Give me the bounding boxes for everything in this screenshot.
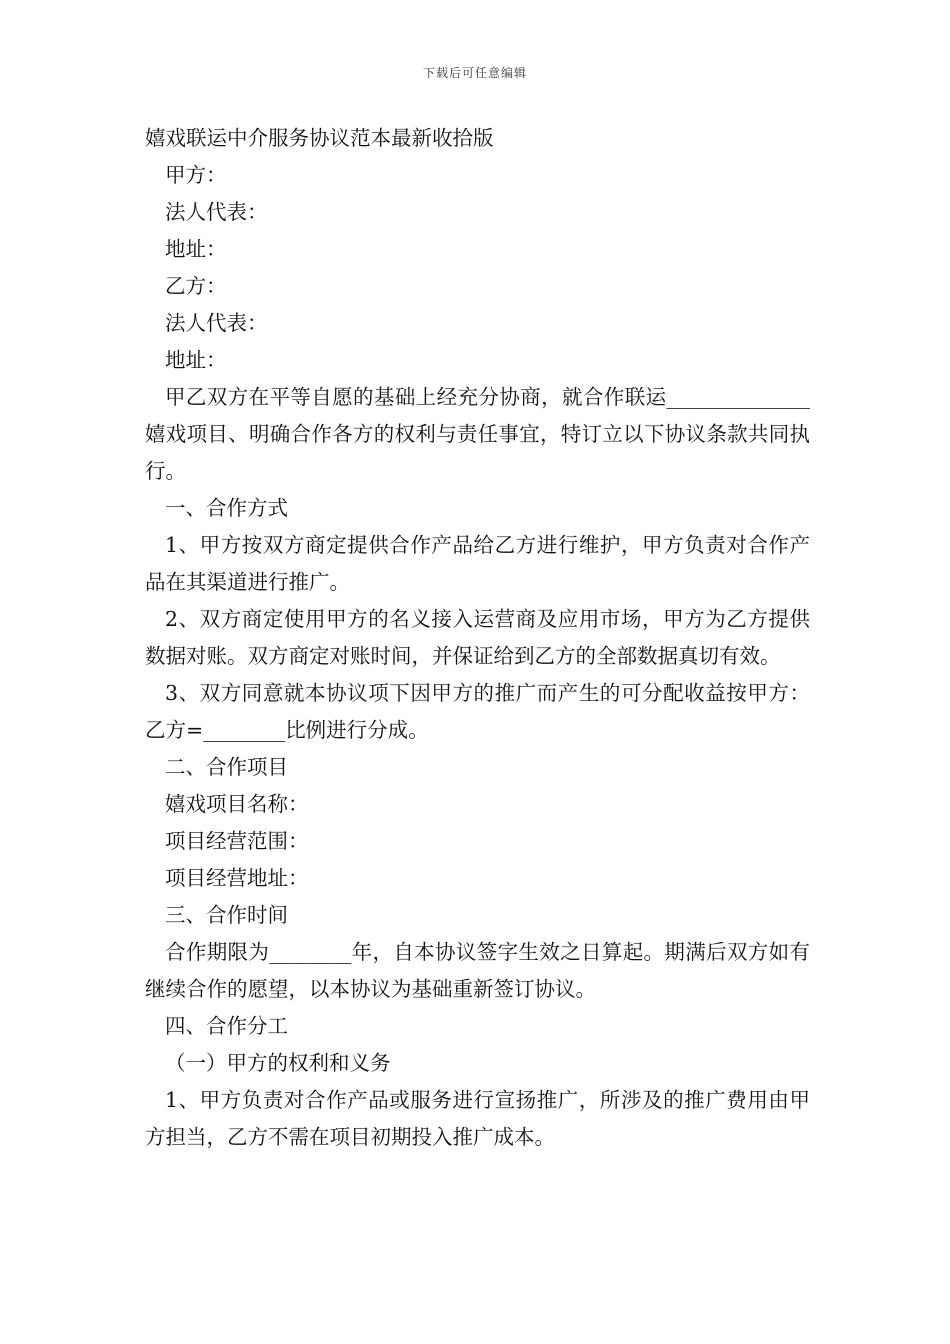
section3-text-before: 合作期限为 <box>165 940 270 964</box>
section4-sub1: （一）甲方的权利和义务 <box>165 1051 391 1075</box>
section2-name: 嬉戏项目名称： <box>165 792 309 816</box>
party-b-address: 地址： <box>165 348 227 372</box>
party-b-rep: 法人代表： <box>165 311 268 335</box>
section2-address: 项目经营地址： <box>165 866 309 890</box>
section4-item1: 1、甲方负责对合作产品或服务进行宣扬推广，所涉及的推广费用由甲方担当，乙方不需在项目初期投入推广成本。 <box>145 1088 810 1149</box>
section1-item2: 2、双方商定使用甲方的名义接入运营商及应用市场，甲方为乙方提供数据对账。双方商定对账时间，并保证给到乙方的全部数据真切有效。 <box>145 607 810 668</box>
intro-text-after: 嬉戏项目、明确合作各方的权利与责任事宜，特订立以下协议条款共同执行。 <box>145 422 810 483</box>
section1-heading: 一、合作方式 <box>165 496 288 520</box>
section2-scope: 项目经营范围： <box>165 829 309 853</box>
party-a-label: 甲方： <box>165 163 227 187</box>
party-b-label: 乙方： <box>165 274 227 298</box>
section2-heading: 二、合作项目 <box>165 755 288 779</box>
party-a-rep: 法人代表： <box>165 200 268 224</box>
intro-blank-1: _________ <box>666 385 759 409</box>
header-note: 下载后可任意编辑 <box>422 66 527 80</box>
section1-item3 <box>145 675 810 749</box>
intro-text-before: 甲乙双方在平等自愿的基础上经充分协商，就合作联运 <box>165 385 667 409</box>
document-body <box>145 120 810 1156</box>
intro-blank-2: _____ <box>758 385 810 409</box>
section3-blank: ________ <box>269 940 352 964</box>
section3-paragraph <box>145 934 810 1008</box>
section1-item3-blank: ________ <box>203 718 286 742</box>
section4-heading: 四、合作分工 <box>165 1014 288 1038</box>
section1-item3-after: 比例进行分成。 <box>285 718 429 742</box>
section1-item3-before: 3、双方同意就本协议项下因甲方的推广而产生的可分配收益按甲方：乙方= <box>145 681 810 742</box>
section3-text-after: 年，自本协议签字生效之日算起。期满后双方如有继续合作的愿望，以本协议为基础重新签订协议。 <box>145 940 811 1001</box>
document-title: 嬉戏联运中介服务协议范本最新收拾版 <box>145 126 494 150</box>
section1-item1: 1、甲方按双方商定提供合作产品给乙方进行维护，甲方负责对合作产品在其渠道进行推广。 <box>145 533 810 594</box>
section3-heading: 三、合作时间 <box>165 903 288 927</box>
party-a-address: 地址： <box>165 237 227 261</box>
intro-paragraph <box>145 379 810 490</box>
